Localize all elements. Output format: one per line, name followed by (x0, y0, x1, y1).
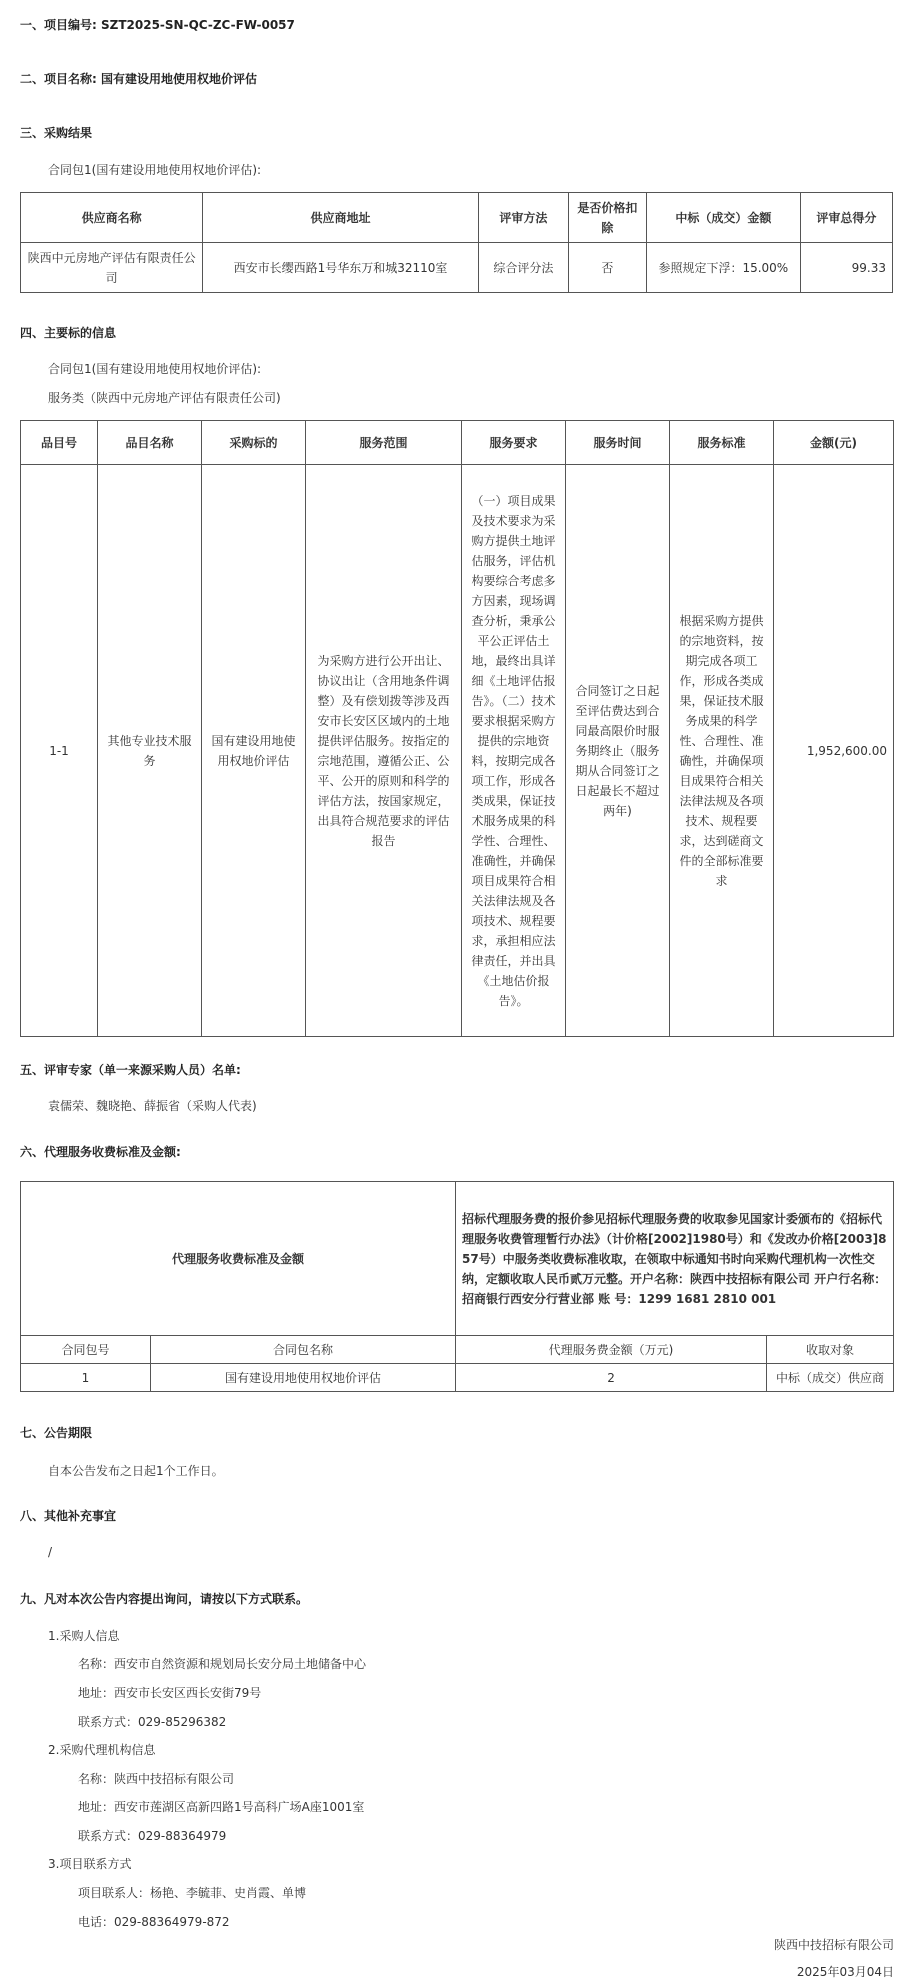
col-header: 服务时间 (566, 421, 670, 465)
section-6-title: 六、代理服务收费标准及金额: (20, 1145, 181, 1159)
col-header: 合同包号 (21, 1336, 151, 1364)
col-header: 服务标准 (670, 421, 774, 465)
project-contact-phone: 电话：029-88364979-872 (78, 1915, 230, 1929)
section-4-package: 合同包1(国有建设用地使用权地价评估): (48, 362, 262, 376)
package-name: 国有建设用地使用权地价评估 (151, 1364, 456, 1392)
section-9-title: 九、凡对本次公告内容提出询问，请按以下方式联系。 (20, 1592, 309, 1606)
service-scope: 为采购方进行公开出让、协议出让（含用地条件调整）及有偿划拨等涉及西安市长安区区域内的土地提供评估服务。按指定的宗地范围，遵循公正、公平、公开的原则和科学的评估方法，按国家规定，出具符合规范要求的评估报告 (306, 465, 462, 1037)
package-number: 1 (21, 1364, 151, 1392)
purchaser-name: 名称：西安市自然资源和规划局长安分局土地储备中心 (78, 1657, 367, 1671)
agency-info-heading: 2.采购代理机构信息 (48, 1743, 156, 1757)
section-4-category: 服务类（陕西中元房地产评估有限责任公司) (48, 391, 281, 405)
purchaser-address: 地址：西安市长安区西长安街79号 (78, 1686, 262, 1700)
announcement-period: 自本公告发布之日起1个工作日。 (48, 1464, 224, 1478)
total-score: 99.33 (800, 243, 892, 293)
bid-amount: 参照规定下浮：15.00% (646, 243, 800, 293)
section-3-title: 三、采购结果 (20, 126, 93, 140)
col-header: 金额(元) (774, 421, 894, 465)
project-number-value: SZT2025-SN-QC-ZC-FW-0057 (101, 18, 295, 32)
supplier-name: 陕西中元房地产评估有限责任公司 (21, 243, 203, 293)
col-header: 采购标的 (202, 421, 306, 465)
item-number: 1-1 (21, 465, 98, 1037)
project-number-label: 一、项目编号: (20, 18, 97, 32)
section-7-title: 七、公告期限 (20, 1426, 93, 1440)
supplier-address: 西安市长缨西路1号华东万和城32110室 (203, 243, 478, 293)
item-name: 其他专业技术服务 (98, 465, 202, 1037)
col-header: 品目名称 (98, 421, 202, 465)
agency-address: 地址：西安市莲湖区高新四路1号高科广场A座1001室 (78, 1800, 365, 1814)
fee-standard-text: 招标代理服务费的报价参见招标代理服务费的收取参见国家计委颁布的《招标代理服务收费管理暂行办法》（计价格[2002]1980号）和《发改办价格[2003]857号）中服务类收费标准收取，在领取中标通知书时向采购代理机构一次性交纳，定额收取人民币贰万元整。开户名称：陕西中技招标有限公司 开户行名称：招商银行西安分行营业部 账 号：1299 1681 2810 001 (456, 1182, 894, 1336)
procurement-target: 国有建设用地使用权地价评估 (202, 465, 306, 1037)
fee-payer: 中标（成交）供应商 (767, 1364, 894, 1392)
project-number (20, 16, 295, 33)
project-contact-heading: 3.项目联系方式 (48, 1857, 132, 1871)
col-header: 供应商名称 (21, 193, 203, 243)
agency-phone: 联系方式：029-88364979 (78, 1829, 227, 1843)
supplementary-matters: / (48, 1545, 53, 1559)
agency-fee-table (20, 1181, 894, 1392)
project-contact-persons: 项目联系人：杨艳、李毓菲、史肖霞、单博 (78, 1886, 307, 1900)
purchaser-phone: 联系方式：029-85296382 (78, 1715, 227, 1729)
review-method: 综合评分法 (478, 243, 568, 293)
amount: 1,952,600.00 (774, 465, 894, 1037)
col-header: 是否价格扣除 (568, 193, 646, 243)
agency-fee-amount: 2 (456, 1364, 767, 1392)
subject-info-table (20, 420, 894, 1037)
col-header: 评审总得分 (800, 193, 892, 243)
footer-date: 2025年03月04日 (796, 1965, 894, 1979)
table-row (21, 243, 893, 293)
agency-name: 名称：陕西中技招标有限公司 (78, 1772, 235, 1786)
price-deduction: 否 (568, 243, 646, 293)
project-name (20, 70, 257, 87)
col-header: 收取对象 (767, 1336, 894, 1364)
section-3-package: 合同包1(国有建设用地使用权地价评估): (48, 163, 262, 177)
project-name-value: 国有建设用地使用权地价评估 (101, 72, 258, 86)
service-time: 合同签订之日起至评估费达到合同最高限价时服务期终止（服务期从合同签订之日起最长不超过两年) (566, 465, 670, 1037)
service-standard: 根据采购方提供的宗地资料，按期完成各项工作，形成各类成果，保证技术服务成果的科学性、合理性、准确性，并确保项目成果符合相关法律法规及各项技术、规程要求，达到磋商文件的全部标准要求 (670, 465, 774, 1037)
footer-organization: 陕西中技招标有限公司 (773, 1938, 894, 1952)
section-8-title: 八、其他补充事宜 (20, 1509, 117, 1523)
table-row (21, 465, 894, 1037)
col-header: 评审方法 (478, 193, 568, 243)
table-header-row (21, 193, 893, 243)
service-requirement: （一）项目成果及技术要求为采购方提供土地评估服务，评估机构要综合考虑多方因素，现场调查分析，秉承公平公正评估土地，最终出具详细《土地评估报告》。（二）技术要求根据采购方提供的宗地资料，按期完成各项工作，形成各类成果，保证技术服务成果的科学性、合理性、准确性，并确保项目成果符合相关法律法规及各项技术、规程要求，承担相应法律责任，并出具《土地估价报告》。 (462, 465, 566, 1037)
col-header: 合同包名称 (151, 1336, 456, 1364)
procurement-result-table (20, 192, 893, 293)
col-header: 代理服务费金额（万元) (456, 1336, 767, 1364)
fee-standard-label: 代理服务收费标准及金额 (21, 1182, 456, 1336)
col-header: 服务范围 (306, 421, 462, 465)
col-header: 服务要求 (462, 421, 566, 465)
project-name-label: 二、项目名称: (20, 72, 97, 86)
fee-standard-row (21, 1182, 894, 1336)
section-4-title: 四、主要标的信息 (20, 326, 117, 340)
col-header: 供应商地址 (203, 193, 478, 243)
table-header-row (21, 1336, 894, 1364)
col-header: 中标（成交）金额 (646, 193, 800, 243)
section-5-title: 五、评审专家（单一来源采购人员）名单: (20, 1063, 241, 1077)
purchaser-info-heading: 1.采购人信息 (48, 1629, 120, 1643)
table-row (21, 1364, 894, 1392)
expert-names: 袁儒荣、魏晓艳、薛振省（采购人代表) (48, 1099, 257, 1113)
table-header-row (21, 421, 894, 465)
col-header: 品目号 (21, 421, 98, 465)
